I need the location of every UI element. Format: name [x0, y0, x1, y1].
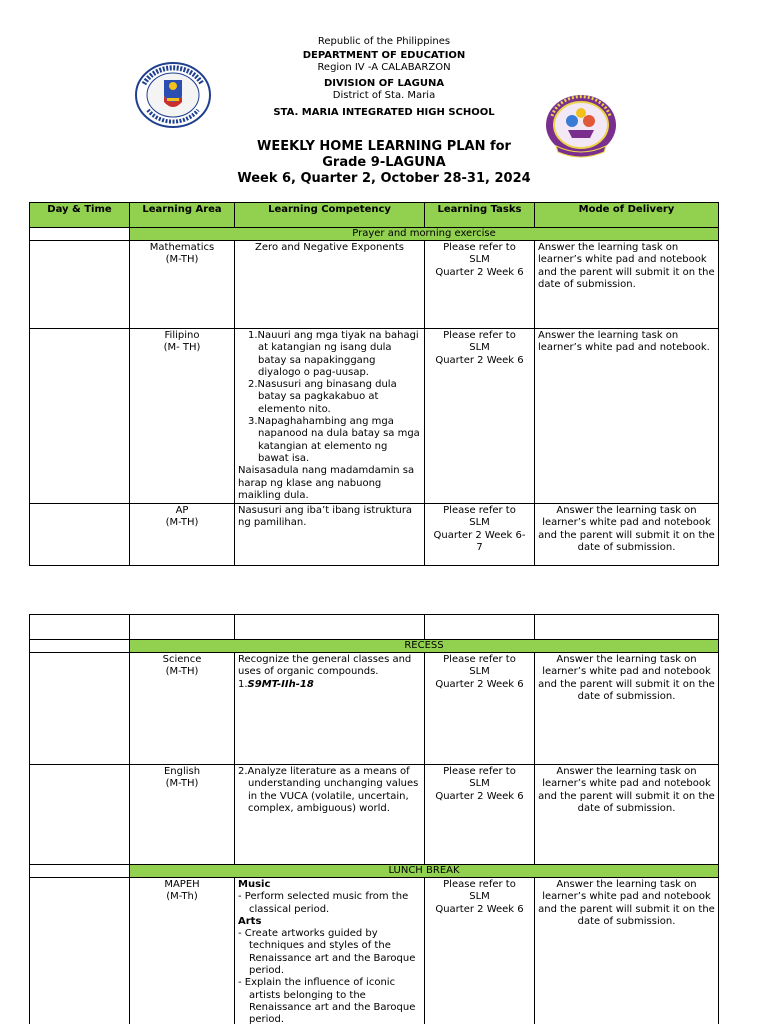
arts-heading: Arts [238, 915, 262, 927]
day-time-cell [30, 504, 130, 566]
music-heading: Music [238, 879, 271, 890]
tasks-cell [425, 329, 535, 504]
area-name: Mathematics [149, 242, 215, 253]
competency-text: Zero and Negative Exponents [255, 242, 404, 253]
learning-area-cell [130, 878, 235, 1024]
competency-item: 3.Napaghahambing ang mga napanood na dula batay sa mga katangian at elemento ng bawat isa. [248, 416, 420, 464]
competency-cell [235, 504, 425, 566]
task-line: Quarter 2 Week 6 [435, 678, 524, 690]
empty-cell [30, 640, 130, 653]
empty-cell [30, 865, 130, 878]
table-row-science [30, 653, 719, 765]
competency-text: Recognize the general classes and uses of organic compounds. [238, 654, 412, 678]
header-republic: Republic of the Philippines [317, 36, 451, 47]
tasks-cell [425, 765, 535, 865]
area-name: MAPEH [164, 879, 200, 890]
learning-area-cell [130, 329, 235, 504]
task-line: Please refer to [443, 242, 516, 253]
competency-cell [235, 878, 425, 1024]
header-division: DIVISION OF LAGUNA [323, 78, 445, 89]
plan-table-2 [29, 614, 719, 1024]
delivery-cell [535, 329, 719, 504]
competency-item: 2.Nasusuri ang binasang dula batay sa pagkakabuo at elemento nito. [248, 379, 397, 415]
competency-list [238, 330, 421, 465]
area-schedule: (M-TH) [165, 666, 199, 678]
competency-cell [235, 653, 425, 765]
area-schedule: (M-TH) [165, 254, 199, 266]
task-line: Please refer to [443, 879, 516, 890]
col-header-day-time: Day & Time [30, 203, 130, 228]
tasks-cell [425, 504, 535, 566]
task-line: SLM [469, 254, 490, 266]
learning-area-cell [130, 241, 235, 329]
plan-week: Week 6, Quarter 2, October 28-31, 2024 [237, 171, 531, 186]
competency-text: Nasusuri ang iba’t ibang istruktura ng pamilihan. [238, 505, 413, 529]
task-line: 7 [476, 542, 483, 554]
delivery-cell [535, 504, 719, 566]
competency-cell [235, 329, 425, 504]
task-line: Please refer to [443, 654, 516, 665]
table-row-ap [30, 504, 719, 566]
recess-banner: RECESS [130, 640, 719, 653]
col-header-learning-tasks: Learning Tasks [425, 203, 535, 228]
delivery-cell [535, 765, 719, 865]
delivery-text: Answer the learning task on learner’s white pad and notebook and the parent will submit it on the date of submission. [538, 505, 715, 554]
competency-extra: Naisasadula nang madamdamin sa harap ng klase ang nabuong maikling dula. [238, 465, 415, 501]
col-header-learning-competency: Learning Competency [235, 203, 425, 228]
header-region: Region IV -A CALABARZON [317, 62, 451, 73]
empty-cell [130, 615, 235, 640]
competency-cell [235, 241, 425, 329]
competency-code-prefix: 1. [238, 678, 248, 690]
area-schedule: (M-TH) [165, 517, 199, 529]
empty-cell [425, 615, 535, 640]
delivery-text: Answer the learning task on learner’s white pad and notebook and the parent will submit it on the date of submission. [538, 766, 715, 814]
task-line: Please refer to [443, 766, 516, 777]
competency-item: - Perform selected music from the classical period. [238, 891, 409, 915]
competency-item: 1.Nauuri ang mga tiyak na bahagi at katangian ng isang dula batay sa napakinggang diyalogo o pag-uusap. [248, 330, 419, 378]
day-time-cell [30, 878, 130, 1024]
area-name: Science [162, 654, 202, 665]
task-line: Quarter 2 Week 6 [435, 266, 524, 278]
plan-grade: Grade 9-LAGUNA [322, 155, 446, 170]
day-time-cell [30, 329, 130, 504]
table-row-mapeh [30, 878, 719, 1024]
delivery-text: Answer the learning task on learner’s white pad and notebook. [538, 330, 710, 354]
task-line: SLM [469, 666, 490, 678]
delivery-text: Answer the learning task on learner’s white pad and notebook and the parent will submit it on the date of submission. [538, 879, 715, 927]
task-line: Quarter 2 Week 6- [433, 529, 526, 541]
task-line: Please refer to [443, 330, 516, 341]
competency-cell [235, 765, 425, 865]
table-row-filipino [30, 329, 719, 504]
tasks-cell [425, 878, 535, 1024]
task-line: SLM [469, 517, 490, 529]
task-line: SLM [469, 778, 490, 790]
task-line: Please refer to [443, 505, 516, 517]
header-school: STA. MARIA INTEGRATED HIGH SCHOOL [273, 107, 495, 118]
area-name: AP [175, 505, 189, 517]
school-logo [542, 92, 620, 162]
table-row-mathematics [30, 241, 719, 329]
area-name: English [163, 766, 201, 777]
competency-item: - Create artworks guided by techniques and styles of the Renaissance art and the Baroque period. [238, 928, 416, 977]
area-schedule: (M-TH) [165, 778, 199, 790]
empty-cell [535, 615, 719, 640]
area-schedule: (M-Th) [166, 891, 198, 903]
area-name: Filipino [164, 330, 200, 341]
col-header-learning-area: Learning Area [130, 203, 235, 228]
empty-cell [30, 615, 130, 640]
learning-area-cell [130, 504, 235, 566]
empty-cell [235, 615, 425, 640]
delivery-cell [535, 241, 719, 329]
day-time-cell [30, 653, 130, 765]
competency-item: - Explain the influence of iconic artists belonging to the Renaissance art and the Baroque period. [238, 977, 416, 1024]
task-line: Quarter 2 Week 6 [435, 354, 524, 366]
plan-table-1 [29, 202, 719, 566]
task-line: Quarter 2 Week 6 [435, 903, 524, 915]
competency-code: S9MT-IIh-18 [247, 678, 314, 690]
task-line: Quarter 2 Week 6 [435, 790, 524, 802]
tasks-cell [425, 653, 535, 765]
tasks-cell [425, 241, 535, 329]
lunch-banner: LUNCH BREAK [130, 865, 719, 878]
learning-area-cell [130, 765, 235, 865]
competency-text: 2.Analyze literature as a means of understanding unchanging values in the VUCA (volatile, uncertain, complex, ambiguous) world. [238, 766, 419, 814]
learning-area-cell [130, 653, 235, 765]
plan-title: WEEKLY HOME LEARNING PLAN for [257, 139, 511, 154]
col-header-mode-of-delivery: Mode of Delivery [535, 203, 719, 228]
task-line: SLM [469, 342, 490, 354]
task-line: SLM [469, 891, 490, 903]
table-row-english [30, 765, 719, 865]
delivery-text: Answer the learning task on learner’s white pad and notebook and the parent will submit it on the date of submission. [538, 242, 715, 290]
delivery-cell [535, 653, 719, 765]
competency-code-line [238, 679, 421, 691]
area-schedule: (M- TH) [163, 342, 201, 354]
day-time-cell [30, 241, 130, 329]
prayer-banner: Prayer and morning exercise [130, 228, 719, 241]
day-time-cell [30, 765, 130, 865]
empty-cell [30, 228, 130, 241]
delivery-cell [535, 878, 719, 1024]
delivery-text: Answer the learning task on learner’s white pad and notebook and the parent will submit it on the date of submission. [538, 654, 715, 702]
header-district: District of Sta. Maria [332, 90, 436, 101]
header-department: DEPARTMENT OF EDUCATION [302, 50, 466, 61]
deped-seal-logo [134, 62, 212, 128]
